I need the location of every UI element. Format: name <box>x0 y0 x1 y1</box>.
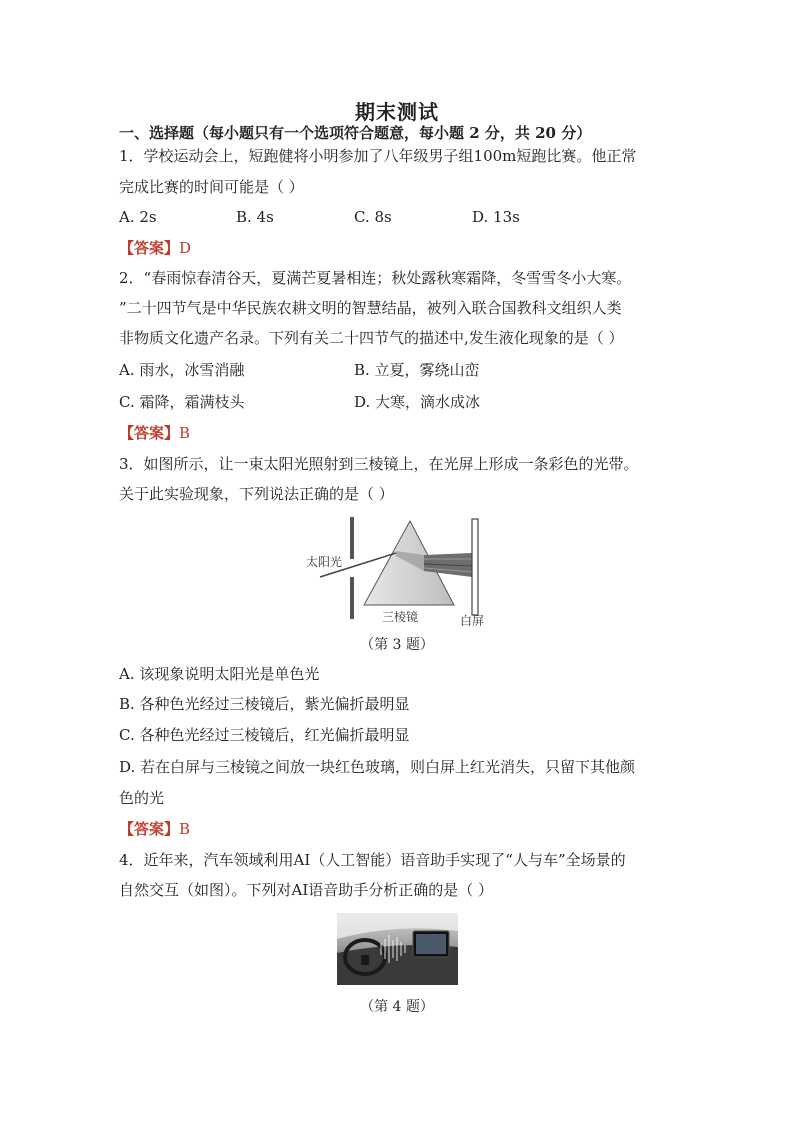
q2-answer <box>119 422 190 444</box>
answer-label: 【答案】 <box>119 424 180 442</box>
q1-option-a: A. 2s <box>119 208 157 226</box>
q3-caption: （第 3 题） <box>360 637 434 653</box>
prism-diagram <box>300 515 500 627</box>
q1-text-line1: 1．学校运动会上，短跑健将小明参加了八年级男子组100m短跑比赛。他正常 <box>119 147 637 165</box>
screen-label: 白屏 <box>460 614 485 627</box>
q1-answer <box>119 237 191 259</box>
q2-option-d: D. 大寒，滴水成冰 <box>354 393 481 411</box>
q3-text-line1: 3．如图所示，让一束太阳光照射到三棱镜上，在光屏上形成一条彩色的光带。 <box>119 455 639 473</box>
q2-option-a: A. 雨水，冰雪消融 <box>119 361 245 379</box>
q2-option-b: B. 立夏，雾绕山峦 <box>354 361 480 379</box>
q3-answer <box>119 818 190 840</box>
q3-option-b: B. 各种色光经过三棱镜后，紫光偏折最明显 <box>119 695 410 713</box>
q3-option-c: C. 各种色光经过三棱镜后，红光偏折最明显 <box>119 726 410 744</box>
slit-bottom <box>350 577 354 619</box>
q2-text-line2: ”二十四节气是中华民族农耕文明的智慧结晶，被列入联合国教科文组织人类 <box>119 299 622 317</box>
q1-option-d: D. 13s <box>472 208 520 226</box>
answer-label: 【答案】 <box>119 239 180 257</box>
page-title: 期末测试 <box>355 100 439 124</box>
white-screen <box>472 519 478 615</box>
q2-text-line1: 2．“春雨惊春清谷天，夏满芒夏暑相连；秋处露秋寒霜降，冬雪雪冬小大寒。 <box>119 269 632 287</box>
section-heading: 一、选择题（每小题只有一个选项符合题意，每小题 2 分，共 20 分） <box>119 124 592 142</box>
q4-caption: （第 4 题） <box>360 999 434 1015</box>
prism-label: 三棱镜 <box>382 610 419 624</box>
q4-text-line2: 自然交互（如图）。下列对AI语音助手分析正确的是（ ） <box>119 881 494 899</box>
answer-label: 【答案】 <box>119 820 180 838</box>
q3-option-d: D. 若在白屏与三棱镜之间放一块红色玻璃，则白屏上红光消失，只留下其他颜 <box>119 758 636 776</box>
q2-text-line3: 非物质文化遗产名录。下列有关二十四节气的描述中,发生液化现象的是（ ） <box>119 329 624 347</box>
q4-text-line1: 4．近年来，汽车领域利用AI（人工智能）语音助手实现了“人与车”全场景的 <box>119 851 626 869</box>
q3-answer-value: B <box>179 820 191 838</box>
q3-option-d-continued: 色的光 <box>119 789 165 807</box>
q2-answer-value: B <box>179 424 191 442</box>
q1-option-b: B. 4s <box>236 208 274 226</box>
q3-text-line2: 关于此实验现象，下列说法正确的是（ ） <box>119 485 394 503</box>
q3-option-a: A. 该现象说明太阳光是单色光 <box>119 665 320 683</box>
q1-text-line2: 完成比赛的时间可能是（ ） <box>119 178 304 196</box>
q2-option-c: C. 霜降，霜满枝头 <box>119 393 245 411</box>
q1-answer-value: D <box>179 239 192 257</box>
car-dashboard-photo <box>337 913 458 985</box>
q1-option-c: C. 8s <box>354 208 392 226</box>
sunlight-label: 太阳光 <box>306 555 343 569</box>
slit-top <box>350 517 354 559</box>
